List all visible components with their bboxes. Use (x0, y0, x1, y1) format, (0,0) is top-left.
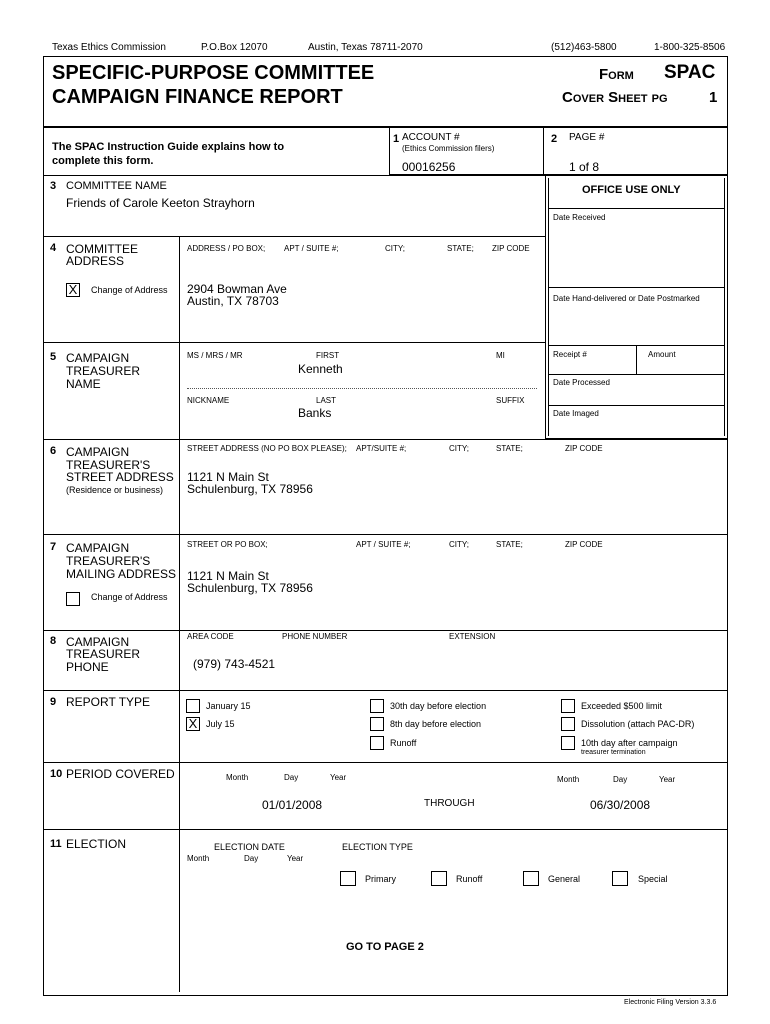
treasurer-mailing-label: CAMPAIGN (66, 541, 130, 555)
election-type-primary-label: Primary (365, 874, 396, 884)
col-extension: EXTENSION (449, 632, 496, 641)
treasurer-name-label: NAME (66, 377, 101, 391)
account-left-border (389, 127, 390, 175)
office-use-inner-right (724, 178, 725, 436)
form-title-line2: CAMPAIGN FINANCE REPORT (52, 86, 343, 108)
col-state: STATE; (496, 540, 523, 549)
treasurer-street-label: CAMPAIGN (66, 445, 130, 459)
period-from-year-label: Year (330, 773, 347, 782)
col-apt: APT/SUITE #; (356, 444, 407, 453)
agency-phone: (512)463-5800 (551, 42, 617, 53)
agency-tollfree: 1-800-325-8506 (654, 42, 726, 53)
col-nickname: NICKNAME (187, 396, 230, 405)
col-city: CITY; (449, 444, 469, 453)
form-title-line1: SPECIFIC-PURPOSE COMMITTEE (52, 62, 375, 84)
date-imaged-label: Date Imaged (553, 409, 599, 418)
col-suffix: SUFFIX (496, 396, 525, 405)
committee-address-line2: Austin, TX 78703 (187, 294, 279, 308)
report-type-10th-day-label: 10th day after campaign (581, 738, 678, 748)
report-type-8th-day-label: 8th day before election (390, 719, 482, 729)
section-number-7: 7 (50, 541, 57, 553)
period-to-year-label: Year (659, 775, 676, 784)
page-left-border (543, 127, 544, 175)
change-of-address-label: Change of Address (91, 285, 168, 295)
col-apt: APT / SUITE #; (284, 244, 339, 253)
change-of-address-checkbox[interactable]: X (66, 283, 80, 297)
col-last: LAST (316, 396, 337, 405)
agency-city: Austin, Texas 78711-2070 (308, 42, 423, 53)
col-state: STATE; (447, 244, 474, 253)
col-first: FIRST (316, 351, 340, 360)
row6-top (44, 439, 728, 440)
election-month-label: Month (187, 854, 210, 863)
period-from-date: 01/01/2008 (262, 798, 323, 812)
period-to-month-label: Month (557, 775, 580, 784)
report-type-exceeded-label: Exceeded $500 limit (581, 701, 663, 711)
office-use-divider (548, 374, 724, 375)
receipt-label: Receipt # (553, 350, 587, 359)
report-type-dissolution-checkbox[interactable] (561, 717, 575, 731)
report-type-exceeded-checkbox[interactable] (561, 699, 575, 713)
report-type-10th-day-sublabel: treasurer termination (581, 749, 646, 756)
election-type-general-label: General (548, 874, 581, 884)
section-number-10: 10 (50, 768, 63, 780)
report-type-july-15-checkbox[interactable]: X (186, 717, 200, 731)
treasurer-mailing-label: MAILING ADDRESS (66, 567, 177, 581)
period-through-label: THROUGH (424, 798, 475, 809)
row4-top (44, 236, 545, 237)
row7-top (44, 534, 728, 535)
label-column-divider (179, 236, 180, 992)
office-use-divider (548, 405, 724, 406)
col-apt: APT / SUITE #; (356, 540, 411, 549)
period-to-day-label: Day (613, 775, 628, 784)
cover-sheet-label: Cover Sheet pg (562, 89, 668, 106)
section-number-4: 4 (50, 242, 57, 254)
form-code: SPAC (664, 62, 716, 83)
report-type-runoff-checkbox[interactable] (370, 736, 384, 750)
col-mi: MI (496, 351, 505, 360)
row9-top (44, 690, 728, 691)
period-from-month-label: Month (226, 773, 249, 782)
office-use-divider (548, 208, 724, 209)
filing-version: Electronic Filing Version 3.3.6 (624, 999, 717, 1006)
col-zip: ZIP CODE (565, 540, 603, 549)
treasurer-mailing-line1: 1121 N Main St (187, 569, 269, 583)
col-title: MS / MRS / MR (187, 351, 243, 360)
election-date-label: ELECTION DATE (214, 842, 285, 852)
treasurer-name-label: TREASURER (66, 364, 141, 378)
office-use-title: OFFICE USE ONLY (582, 184, 681, 196)
committee-address-label: COMMITTEE (66, 242, 138, 256)
report-type-dissolution-label: Dissolution (attach PAC-DR) (581, 719, 695, 729)
agency-pobox: P.O.Box 12070 (201, 42, 268, 53)
treasurer-phone-label: CAMPAIGN (66, 635, 130, 649)
date-received-label: Date Received (553, 213, 606, 222)
treasurer-last-name: Banks (298, 406, 332, 420)
election-year-label: Year (287, 854, 304, 863)
treasurer-street-label: TREASURER'S (66, 458, 151, 472)
form-label: Form (599, 66, 634, 83)
row10-top (44, 762, 728, 763)
col-address: ADDRESS / PO BOX; (187, 244, 266, 253)
election-type-label: ELECTION TYPE (342, 842, 413, 852)
section-number-6: 6 (50, 445, 57, 457)
report-type-july-15-label: July 15 (206, 719, 235, 729)
election-type-general-checkbox[interactable] (523, 871, 539, 886)
section-number-1: 1 (393, 133, 400, 145)
name-dotted-divider (187, 388, 537, 389)
receipt-divider (636, 345, 637, 374)
agency-name: Texas Ethics Commission (52, 42, 166, 53)
section-number-5: 5 (50, 351, 57, 363)
go-to-page-2: GO TO PAGE 2 (346, 941, 424, 953)
committee-address-label: ADDRESS (66, 254, 125, 268)
election-type-special-label: Special (638, 874, 668, 884)
section-number-8: 8 (50, 635, 57, 647)
treasurer-phone-label: PHONE (66, 660, 109, 674)
date-hand-label: Date Hand-delivered or Date Postmarked (553, 294, 700, 303)
committee-name-label: COMMITTEE NAME (66, 180, 167, 192)
period-to-date: 06/30/2008 (590, 798, 651, 812)
col-street: STREET OR PO BOX; (187, 540, 268, 549)
section-number-9: 9 (50, 696, 57, 708)
account-label: ACCOUNT # (402, 132, 460, 143)
election-type-primary-checkbox[interactable] (340, 871, 356, 886)
treasurer-phone-value: (979) 743-4521 (193, 657, 276, 671)
committee-address-line1: 2904 Bowman Ave (187, 282, 287, 296)
treasurer-street-line2: Schulenburg, TX 78956 (187, 482, 313, 496)
report-type-30th-day-checkbox[interactable] (370, 699, 384, 713)
section-number-11: 11 (50, 838, 62, 850)
date-processed-label: Date Processed (553, 378, 610, 387)
office-use-divider (548, 287, 724, 288)
report-type-runoff-label: Runoff (390, 738, 417, 748)
period-covered-label: PERIOD COVERED (66, 767, 175, 781)
treasurer-street-label: STREET ADDRESS (66, 470, 174, 484)
row3-top (44, 175, 545, 176)
treasurer-street-line1: 1121 N Main St (187, 470, 269, 484)
mailing-change-of-address-label: Change of Address (91, 592, 168, 602)
col-city: CITY; (449, 540, 469, 549)
page-value: 1 of 8 (569, 160, 600, 174)
report-type-30th-day-label: 30th day before election (390, 701, 487, 711)
col-area-code: AREA CODE (187, 632, 234, 641)
col-state: STATE; (496, 444, 523, 453)
report-type-january-15-checkbox[interactable] (186, 699, 200, 713)
col-zip: ZIP CODE (565, 444, 603, 453)
instruction-text: The SPAC Instruction Guide explains how to complete this form. (52, 141, 285, 167)
office-use-inner-left (548, 178, 549, 436)
treasurer-mailing-line2: Schulenburg, TX 78956 (187, 581, 313, 595)
section-number-3: 3 (50, 180, 57, 192)
committee-name-value: Friends of Carole Keeton Strayhorn (66, 196, 255, 210)
section-number-2: 2 (551, 133, 558, 145)
report-type-label: REPORT TYPE (66, 695, 151, 709)
row11-top (44, 829, 728, 830)
period-from-day-label: Day (284, 773, 299, 782)
col-city: CITY; (385, 244, 405, 253)
amount-label: Amount (648, 350, 676, 359)
col-phone-number: PHONE NUMBER (282, 632, 348, 641)
mailing-change-of-address-checkbox[interactable] (66, 592, 80, 606)
election-type-runoff-label: Runoff (456, 874, 483, 884)
election-type-special-checkbox[interactable] (612, 871, 628, 886)
cover-sheet-page: 1 (709, 89, 718, 106)
report-type-10th-day-checkbox[interactable] (561, 736, 575, 750)
title-divider (44, 126, 728, 128)
election-label: ELECTION (66, 837, 127, 851)
col-zip: ZIP CODE (492, 244, 530, 253)
account-sublabel: (Ethics Commission filers) (402, 144, 495, 153)
treasurer-phone-label: TREASURER (66, 647, 141, 661)
treasurer-street-sublabel: (Residence or business) (66, 485, 164, 495)
treasurer-first-name: Kenneth (298, 362, 343, 376)
row5-top (44, 342, 545, 343)
treasurer-name-label: CAMPAIGN (66, 351, 130, 365)
col-street: STREET ADDRESS (NO PO BOX PLEASE); (187, 444, 347, 453)
account-value: 00016256 (402, 160, 456, 174)
report-type-january-15-label: January 15 (206, 701, 251, 711)
treasurer-mailing-label: TREASURER'S (66, 554, 151, 568)
row8-top (44, 630, 728, 631)
report-type-8th-day-checkbox[interactable] (370, 717, 384, 731)
election-day-label: Day (244, 854, 259, 863)
page-label: PAGE # (569, 132, 605, 143)
election-type-runoff-checkbox[interactable] (431, 871, 447, 886)
